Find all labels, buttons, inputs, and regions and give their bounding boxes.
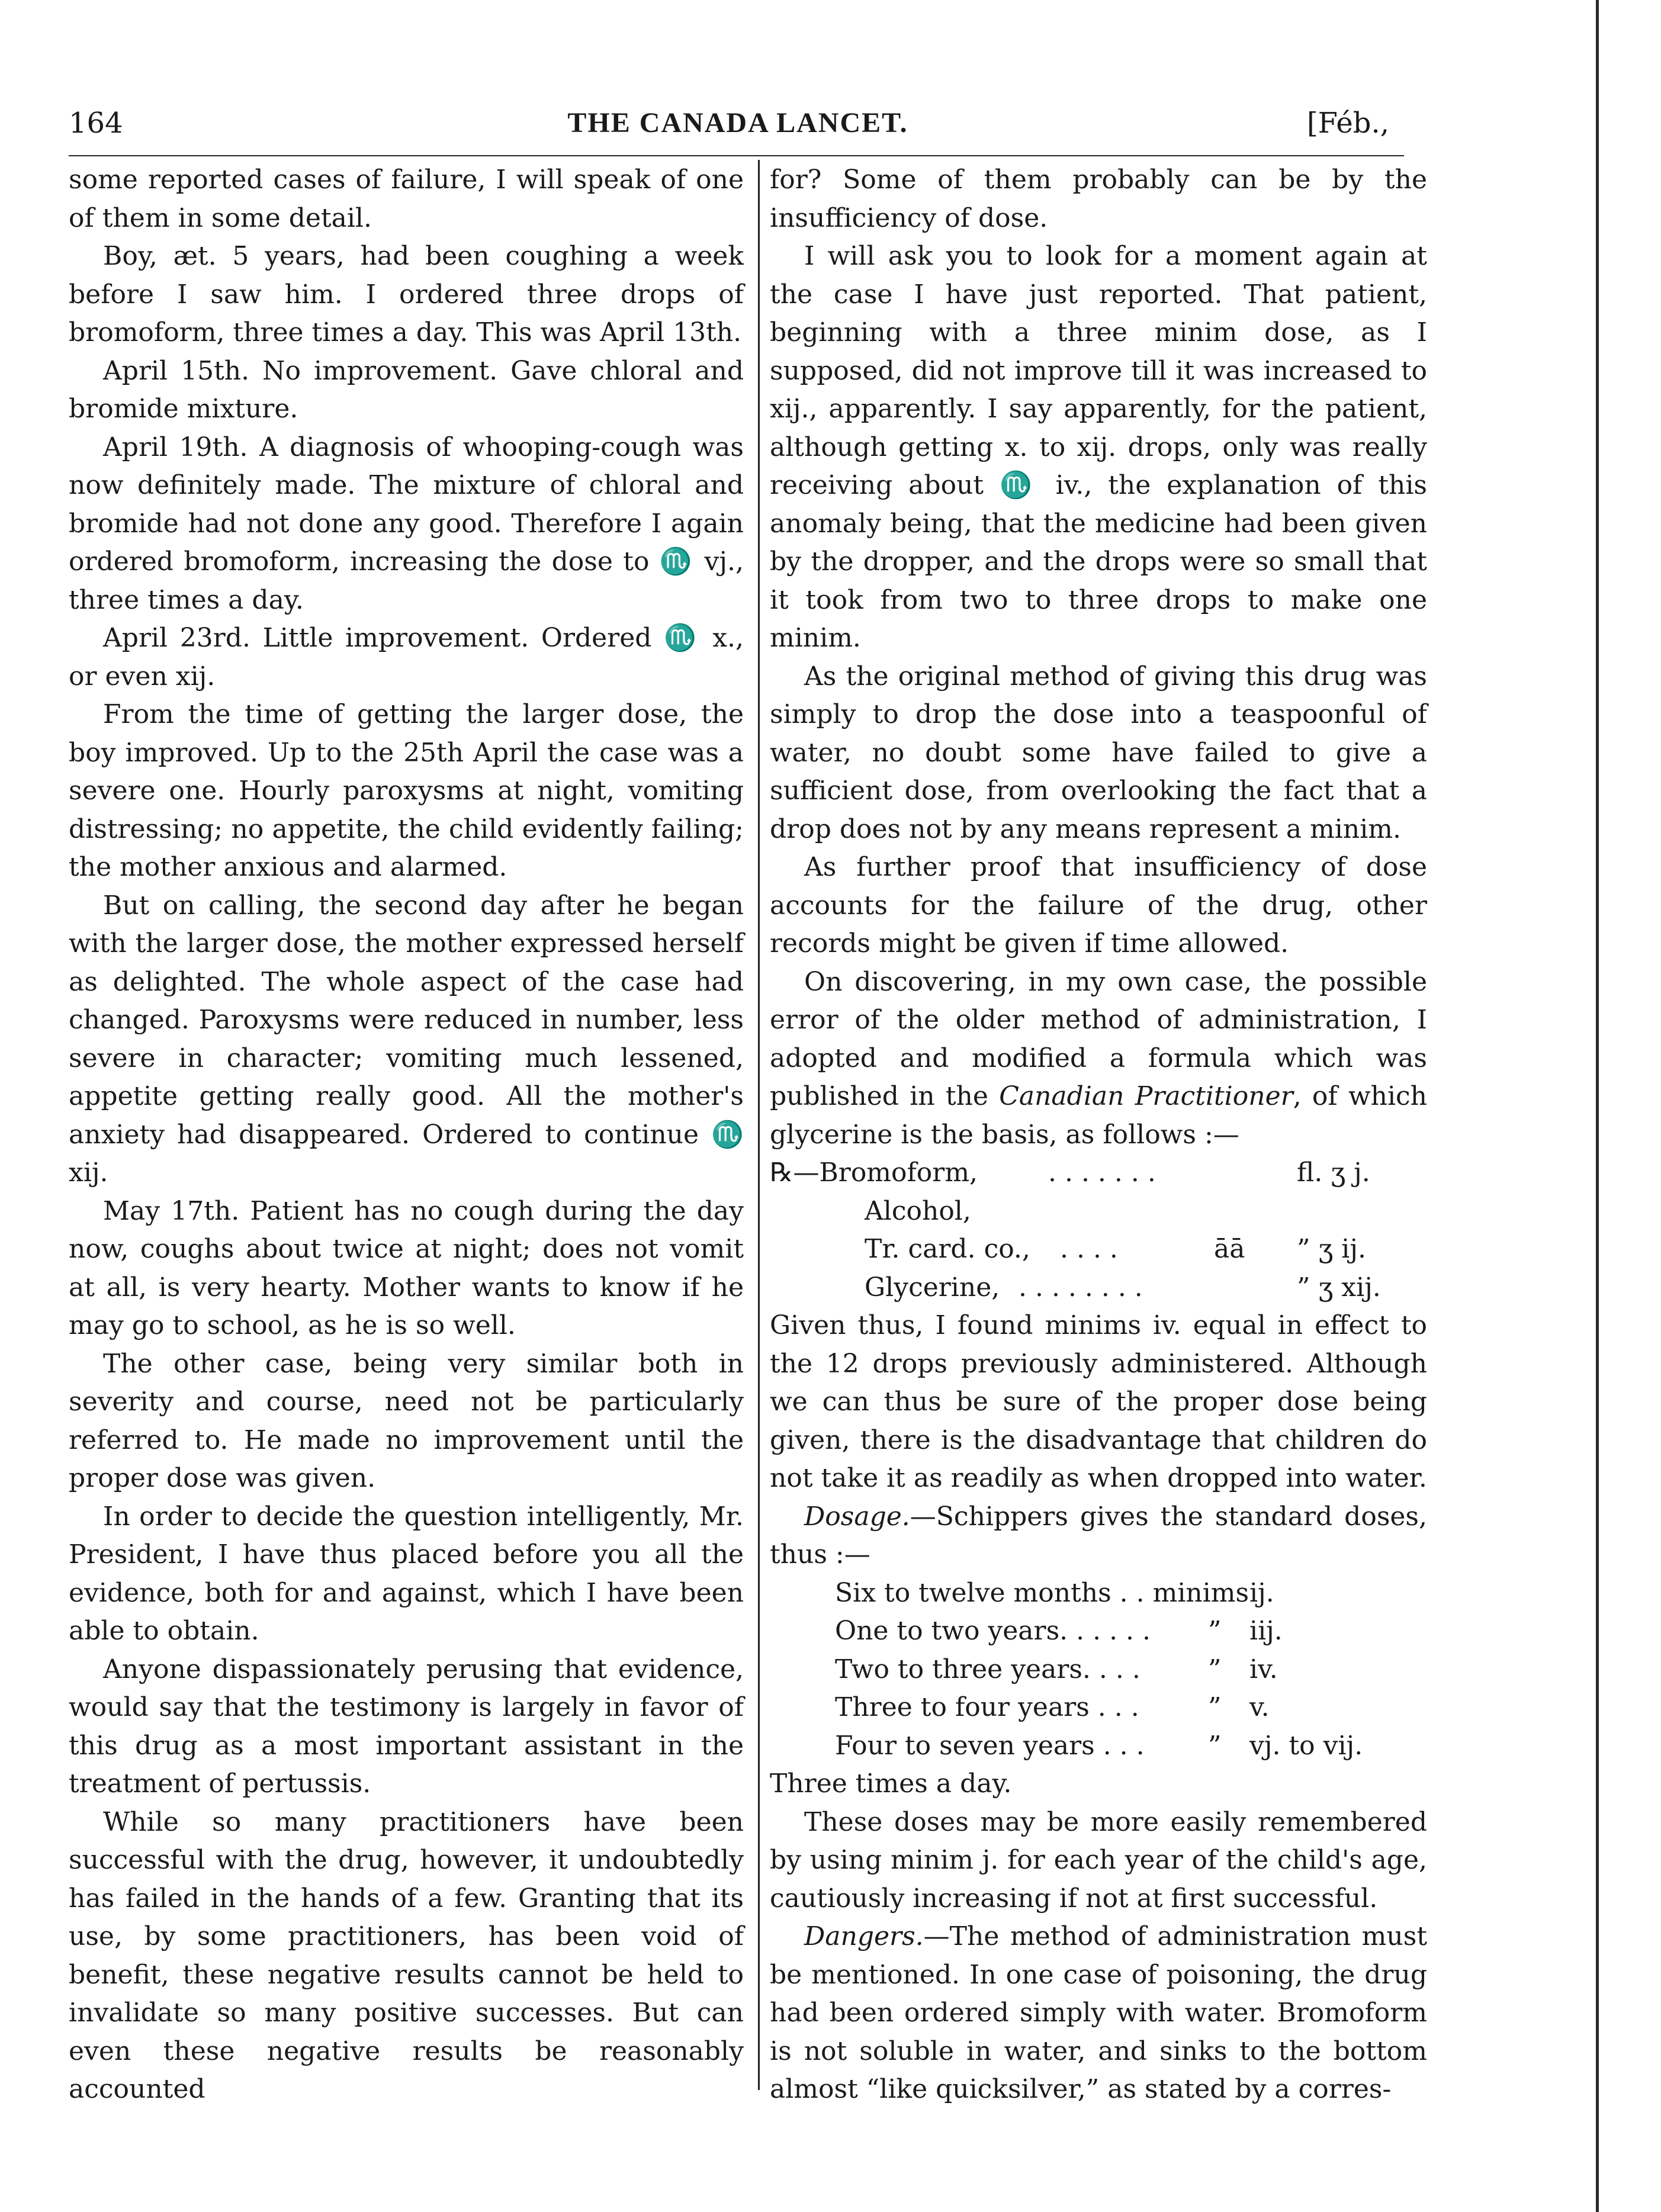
paragraph: April 23rd. Little improvement. Ordered ♏ x., or even xij. (69, 623, 744, 692)
ingredient-quantity: fl. ʒ j. (1297, 1158, 1370, 1188)
ingredient-quantity: ” ʒ ij. (1297, 1234, 1367, 1264)
prescription-row (770, 1230, 1427, 1269)
dosage-table (770, 1574, 1427, 1803)
paragraph: While so many practitioners have been successful with the drug, however, it undoubtedly has failed in the hands of a few. Granting that its use, by some practitioners, has been void of benefit, these negative results cannot be held to invalidate so many positive successes. But can even these negative results be reasonably accounted (69, 1806, 744, 2104)
paragraph: April 19th. A diagnosis of whooping-cough was now definitely made. The mixture of chloral and bromide had not done any good. Therefore I again ordered bromoform, increasing the dose to ♏ vj., three times a day. (69, 432, 744, 615)
journal-title: THE CANADA LANCET. (567, 107, 908, 139)
ingredient-name: ℞—Bromoform, (770, 1158, 978, 1188)
paragraph: for? Some of them probably can be by the insufficiency of dose. (770, 165, 1427, 233)
dosage-amount: v. (1249, 1692, 1270, 1722)
dosage-amount: iij. (1249, 1616, 1283, 1646)
dangers-text: —The method of administration must be mentioned. In one case of poisoning, the drug had been ordered simply with water. Bromoform is not soluble in water, and sinks to the bottom almost “like quicksilver,” as stated by a corres- (770, 1921, 1427, 2104)
page-edge (1596, 0, 1599, 2212)
formula-intro-text-end: , of which glycerine is the basis, as follows :— (770, 1081, 1427, 1150)
ditto-mark: ” (1208, 1730, 1222, 1761)
dosage-row (770, 1574, 1427, 1613)
header-month: [Féb., (1306, 107, 1389, 140)
dangers-paragraph (770, 1918, 1427, 2109)
dosage-amount: iv. (1249, 1654, 1278, 1684)
dosage-age: Four to seven years . . . (835, 1730, 1145, 1761)
leader-dots: . . . . . . . . (1019, 1272, 1143, 1303)
ingredient-name: Tr. card. co., (865, 1234, 1030, 1264)
right-column (770, 161, 1427, 2109)
header-rule (69, 155, 1404, 156)
paragraph: Boy, æt. 5 years, had been coughing a week before I saw him. I ordered three drops of bromoform, three times a day. This was April 13th. (69, 241, 744, 348)
dosage-age: One to two years. . . . . . (835, 1616, 1151, 1646)
ana-mark: āā (1214, 1234, 1245, 1264)
dosage-row (770, 1689, 1427, 1727)
ditto-mark: ” (1208, 1616, 1222, 1646)
prescription-formula (770, 1154, 1427, 1307)
formula-intro (770, 963, 1427, 1155)
prescription-row (770, 1192, 1427, 1231)
paragraph: Anyone dispassionately perusing that evidence, would say that the testimony is largely in favor of this drug as a most important assistant in the treatment of pertussis. (69, 1654, 744, 1799)
paragraph: some reported cases of failure, I will speak of one of them in some detail. (69, 165, 744, 233)
prescription-row (770, 1154, 1427, 1192)
page-header (69, 107, 1407, 154)
dosage-amount: ij. (1249, 1577, 1274, 1608)
dosage-intro-text: —Schippers gives the standard doses, thus :— (770, 1501, 1427, 1570)
dosage-row (770, 1612, 1427, 1651)
page-number: 164 (69, 107, 123, 140)
paragraph: Given thus, I found minims iv. equal in effect to the 12 drops previously administered. Although we can thus be sure of the proper dose being given, there is the disadvantage that children do not take it as readily as when dropped into water. (770, 1310, 1427, 1493)
paragraph: The other case, being very similar both in severity and course, need not be particularly referred to. He made no improvement until the proper dose was given. (69, 1348, 744, 1493)
dosage-age: Three to four years . . . (835, 1692, 1139, 1722)
paragraph: May 17th. Patient has no cough during the day now, coughs about twice at night; does not vomit at all, is very hearty. Mother wants to know if he may go to school, as he is so well. (69, 1195, 744, 1340)
dosage-age: Six to twelve months . . minims (835, 1577, 1249, 1608)
dosage-intro (770, 1498, 1427, 1574)
dosage-age: Two to three years. . . . (835, 1654, 1140, 1684)
column-divider (758, 160, 760, 2090)
ingredient-name: Glycerine, (865, 1272, 1000, 1303)
paragraph: April 15th. No improvement. Gave chloral and bromide mixture. (69, 355, 744, 424)
paragraph: As further proof that insufficiency of dose accounts for the failure of the drug, other records might be given if time allowed. (770, 852, 1427, 959)
paragraph: From the time of getting the larger dose, the boy improved. Up to the 25th April the case was a severe one. Hourly paroxysms at night, vomiting distressing; no appetite, the child evidently failing; the mother anxious and alarmed. (69, 699, 744, 882)
paragraph: These doses may be more easily remembered by using minim j. for each year of the child's age, cautiously increasing if not at first successful. (770, 1806, 1427, 1914)
dosage-row (770, 1727, 1427, 1766)
ingredient-name: Alcohol, (865, 1195, 971, 1226)
dosage-heading: Dosage. (804, 1501, 910, 1532)
paragraph: As the original method of giving this drug was simply to drop the dose into a teaspoonful of water, no doubt some have failed to give a sufficient dose, from overlooking the fact that a drop does not by any means represent a minim. (770, 661, 1427, 844)
leader-dots: . . . . . . . (1048, 1158, 1156, 1188)
journal-reference: Canadian Practitioner (999, 1081, 1293, 1111)
dosage-amount: vj. to vij. (1249, 1730, 1363, 1761)
formula-intro-text: On discovering, in my own case, the possible error of the older method of administration, I adopted and modified a formula which was published in the (770, 966, 1427, 1111)
dosage-row (770, 1651, 1427, 1689)
dangers-heading: Dangers. (804, 1921, 924, 1951)
prescription-row (770, 1269, 1427, 1307)
ingredient-quantity: ” ʒ xij. (1297, 1272, 1381, 1303)
paragraph: In order to decide the question intelligently, Mr. President, I have thus placed before you all the evidence, both for and against, which I have been able to obtain. (69, 1501, 744, 1646)
paragraph: But on calling, the second day after he began with the larger dose, the mother expressed herself as delighted. The whole aspect of the case had changed. Paroxysms were reduced in number, less severe in character; vomiting much lessened, appetite getting really good. All the mother's anxiety had disappeared. Ordered to continue ♏ xij. (69, 890, 744, 1188)
paragraph: I will ask you to look for a moment again at the case I have just reported. That patient, beginning with a three minim dose, as I supposed, did not improve till it was increased to xij., apparently. I say apparently, for the patient, although getting x. to xij. drops, only was really receiving about ♏ iv., the explanation of this anomaly being, that the medicine had been given by the dropper, and the drops were so small that it took from two to three drops to make one minim. (770, 241, 1427, 653)
ditto-mark: ” (1208, 1692, 1222, 1722)
left-column (69, 161, 744, 2109)
ditto-mark: ” (1208, 1654, 1222, 1684)
leader-dots: . . . . (1060, 1234, 1118, 1264)
dosage-footer: Three times a day. (770, 1769, 1012, 1799)
